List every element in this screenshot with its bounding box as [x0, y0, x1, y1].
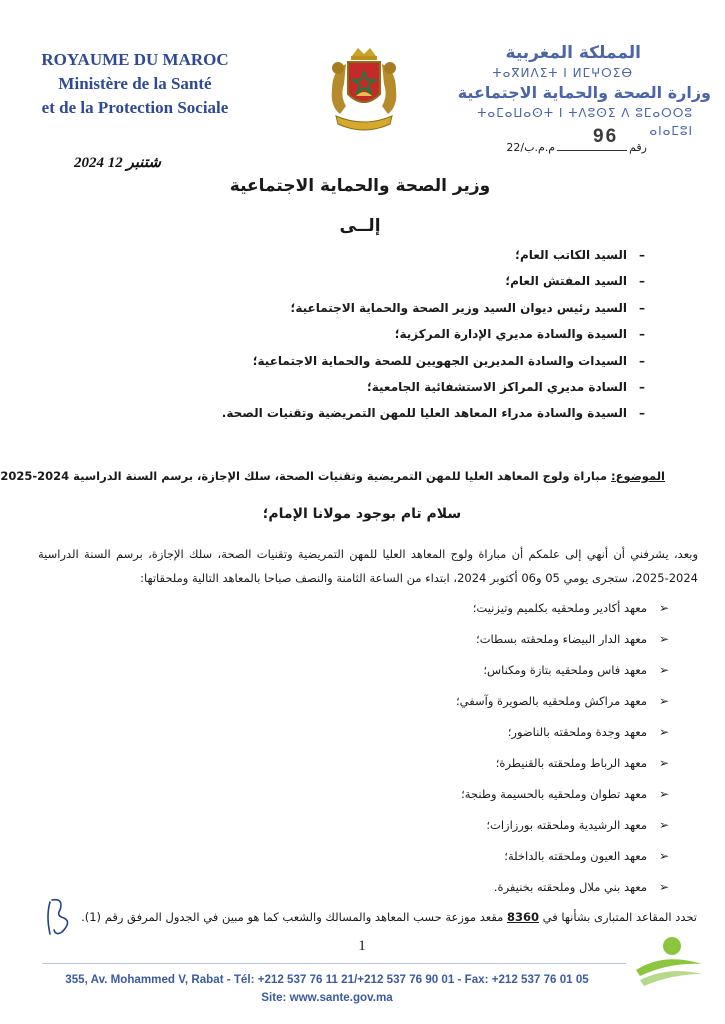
institute-text: معهد أكادير وملحقيه بكلميم وتيزنيت؛	[472, 601, 647, 615]
arabic-kingdom: المملكة المغربية	[505, 43, 641, 63]
recipient-text: السيد رئيس ديوان السيد وزير الصحة والحماية الاجتماعية؛	[290, 300, 627, 315]
arrowhead-bullet-icon: ➢	[658, 694, 669, 708]
french-header	[20, 48, 250, 120]
institute-text: معهد الرباط وملحقته بالقنيطرة؛	[495, 756, 647, 770]
minister-title: وزير الصحة والحماية الاجتماعية	[229, 176, 491, 196]
institute-item	[327, 660, 669, 691]
french-header-line: ROYAUME DU MAROC	[41, 50, 229, 69]
french-header-line: Ministère de la Santé	[58, 74, 212, 93]
arrowhead-bullet-icon: ➢	[658, 880, 669, 894]
subject-line	[0, 469, 665, 483]
recipient-text: السادة مديري المراكز الاستشفائية الجامعية؛	[366, 379, 627, 394]
french-header-line: et de la Protection Sociale	[41, 98, 229, 117]
handwritten-date: 2024 شتنبر 12	[74, 155, 161, 171]
tifinagh-ministry: ⵜⴰⵎⴰⵡⴰⵙⵜ ⵏ ⵜⴷⵓⵙⵉ ⴷ ⵓⵎⴰⵔⵔⵓ ⴰⵏⴰⵎⵓⵏ	[477, 106, 693, 138]
institute-item	[327, 598, 669, 629]
recipient-item: – السيدة والسادة مديري الإدارة المركزية؛	[394, 327, 645, 342]
institute-text: معهد الدار البيضاء وملحقته بسطات؛	[476, 632, 647, 646]
institute-item	[327, 629, 669, 660]
recipients-list	[207, 246, 645, 431]
institute-text: معهد بني ملال وملحقته بخنيفرة.	[493, 880, 647, 894]
reference-line	[506, 141, 647, 154]
recipient-text: السيدة والسادة مدراء المعاهد العليا للمهن التمريضية وتقنيات الصحة.	[221, 406, 627, 421]
seats-paragraph	[37, 910, 697, 924]
coat-of-arms-icon	[318, 44, 410, 140]
institute-text: معهد تطوان وملحقيه بالحسيمة وطنجة؛	[461, 787, 647, 801]
arrowhead-bullet-icon: ➢	[658, 787, 669, 801]
seats-number: 8360	[506, 910, 539, 924]
institute-item	[327, 722, 669, 753]
recipient-text: السيد الكاتب العام؛	[515, 248, 627, 262]
recipient-item: – السيد المفتش العام؛	[505, 274, 645, 289]
ministry-logo-icon	[634, 934, 704, 990]
institute-item	[327, 784, 669, 815]
arrowhead-bullet-icon: ➢	[658, 849, 669, 863]
institute-text: معهد مراكش وملحقيه بالصويرة وآسفي؛	[455, 694, 647, 708]
institute-text: معهد فاس وملحقيه بتازة ومكناس؛	[483, 663, 647, 677]
reference-suffix: م.م.ب/22	[506, 141, 556, 154]
institute-item	[327, 753, 669, 784]
subject-label: الموضوع:	[611, 469, 665, 483]
recipient-text: السيدات والسادة المديرين الجهويين للصحة والحماية الاجتماعية؛	[252, 353, 627, 368]
greeting: سلام تام بوجود مولانا الإمام؛	[262, 506, 462, 522]
arrowhead-bullet-icon: ➢	[658, 601, 669, 615]
institute-item	[327, 846, 669, 877]
arrowhead-bullet-icon: ➢	[658, 818, 669, 832]
recipient-item: – السيدات والسادة المديرين الجهويين للصحة والحماية الاجتماعية؛	[252, 353, 645, 368]
recipient-text: السيد المفتش العام؛	[505, 274, 627, 289]
arabic-ministry: وزارة الصحة والحماية الاجتماعية	[457, 83, 711, 102]
tifinagh-kingdom: ⵜⴰⴳⵍⴷⵉⵜ ⵏ ⵍⵎⵖⵔⵉⴱ	[492, 66, 633, 80]
footer-divider	[42, 963, 626, 964]
reference-number: 96	[593, 126, 619, 147]
footer-address: 355, Av. Mohammed V, Rabat - Tél: +212 537 76 11 21/+212 537 76 90 01 - Fax: +212 537 76 01 05	[65, 973, 589, 986]
seats-text-before: تحدد المقاعد المتبارى بشأنها في	[538, 910, 697, 924]
recipient-item: – السيد الكاتب العام؛	[515, 248, 645, 262]
institute-item	[327, 691, 669, 722]
institute-item	[327, 877, 669, 908]
recipient-item: – السيدة والسادة مدراء المعاهد العليا للمهن التمريضية وتقنيات الصحة.	[221, 406, 645, 421]
arabic-header	[431, 42, 711, 140]
arrowhead-bullet-icon: ➢	[658, 632, 669, 646]
institute-text: معهد الرشيدية وملحقته بورزازات؛	[486, 818, 647, 832]
arrowhead-bullet-icon: ➢	[658, 756, 669, 770]
page-number: 1	[358, 938, 366, 954]
recipient-item: – السادة مديري المراكز الاستشفائية الجامعية؛	[366, 379, 645, 394]
institute-text: معهد العيون وملحقته بالداخلة؛	[504, 849, 647, 863]
arrowhead-bullet-icon: ➢	[658, 725, 669, 739]
seats-text-after: مقعد موزعة حسب المعاهد والمسالك والشعب كما هو مبين في الجدول المرفق رقم (1).	[81, 910, 507, 924]
institutes-list	[327, 598, 669, 908]
institute-item	[327, 815, 669, 846]
subject-text: مباراة ولوج المعاهد العليا للمهن التمريضية وتقنيات الصحة، سلك الإجازة، برسم السنة الدراسية 2024-2025	[0, 469, 608, 483]
to-label: إلــى	[339, 216, 381, 236]
arrowhead-bullet-icon: ➢	[658, 663, 669, 677]
recipient-item: – السيد رئيس ديوان السيد وزير الصحة والحماية الاجتماعية؛	[290, 300, 645, 315]
footer-site: Site: www.sante.gov.ma	[261, 991, 393, 1004]
institute-text: معهد وجدة وملحقته بالناضور؛	[507, 725, 647, 739]
reference-dots	[557, 150, 627, 151]
body-paragraph: وبعد، يشرفني أن أنهي إلى علمكم أن مباراة ولوج المعاهد العليا للمهن التمريضية وتقنيات الصحة، سلك الإجازة، برسم السنة الدراسية 2024-2025، ستجرى يومي 05 و06 أكتوبر 2024، ابتداء من الساعة الثامنة والنصف صباحا بالمعاهد التالية وملحقاتها:	[38, 547, 698, 585]
recipient-text: السيدة والسادة مديري الإدارة المركزية؛	[394, 327, 627, 342]
reference-label: رقم	[629, 141, 647, 154]
signature-initials	[42, 896, 82, 942]
